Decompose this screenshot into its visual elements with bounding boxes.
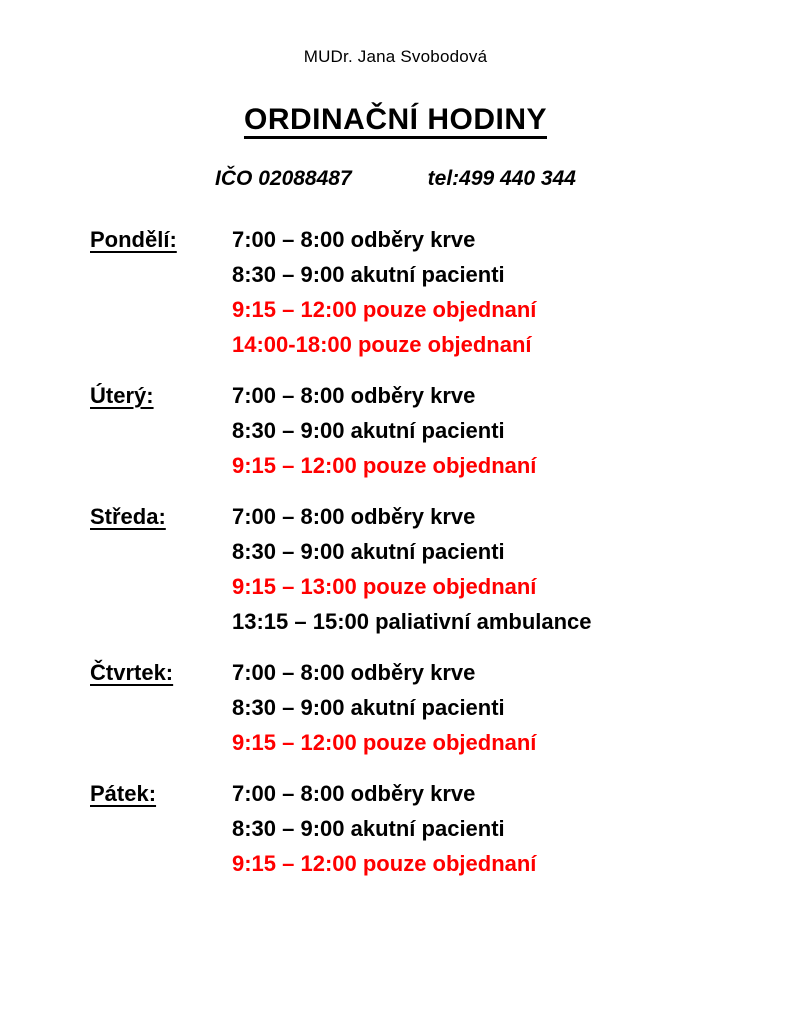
doctor-name: MUDr. Jana Svobodová <box>303 47 488 66</box>
phone-number: tel:499 440 344 <box>427 167 576 190</box>
schedule-entry: 8:30 – 9:00 akutní pacienti <box>232 539 505 564</box>
schedule-entry: 8:30 – 9:00 akutní pacienti <box>232 262 505 287</box>
ico-number: IČO 02088487 <box>215 167 352 190</box>
schedule-entry: 7:00 – 8:00 odběry krve <box>232 227 476 252</box>
schedule-entry: 8:30 – 9:00 akutní pacienti <box>232 695 505 720</box>
day-entries <box>232 378 791 483</box>
schedule-entry: 9:15 – 12:00 pouze objednaní <box>232 297 537 322</box>
day-label: Čtvrtek: <box>90 660 174 685</box>
day-section <box>90 222 791 362</box>
schedule-entry: 14:00-18:00 pouze objednaní <box>232 332 532 357</box>
day-section <box>90 499 791 639</box>
day-entries <box>232 222 791 362</box>
schedule-entry: 13:15 – 15:00 paliativní ambulance <box>232 609 592 634</box>
day-section <box>90 655 791 760</box>
day-label: Pondělí: <box>90 227 177 252</box>
day-entries <box>232 776 791 881</box>
schedule-entry: 8:30 – 9:00 akutní pacienti <box>232 418 505 443</box>
schedule-entry: 7:00 – 8:00 odběry krve <box>232 504 476 529</box>
day-label: Úterý: <box>90 383 154 408</box>
day-section <box>90 776 791 881</box>
day-label: Středa: <box>90 504 166 529</box>
day-entries <box>232 655 791 760</box>
schedule-entry: 9:15 – 13:00 pouze objednaní <box>232 574 537 599</box>
schedule-entry: 9:15 – 12:00 pouze objednaní <box>232 851 537 876</box>
day-section <box>90 378 791 483</box>
page-title-row <box>0 102 791 138</box>
page-title: ORDINAČNÍ HODINY <box>243 103 547 136</box>
schedule-entry: 8:30 – 9:00 akutní pacienti <box>232 816 505 841</box>
schedule-entry: 7:00 – 8:00 odběry krve <box>232 781 476 806</box>
registration-row <box>0 166 791 192</box>
day-entries <box>232 499 791 639</box>
schedule-entry: 9:15 – 12:00 pouze objednaní <box>232 453 537 478</box>
day-label: Pátek: <box>90 781 157 806</box>
schedule-entry: 9:15 – 12:00 pouze objednaní <box>232 730 537 755</box>
schedule-entry: 7:00 – 8:00 odběry krve <box>232 660 476 685</box>
schedule-entry: 7:00 – 8:00 odběry krve <box>232 383 476 408</box>
schedule <box>90 222 791 881</box>
